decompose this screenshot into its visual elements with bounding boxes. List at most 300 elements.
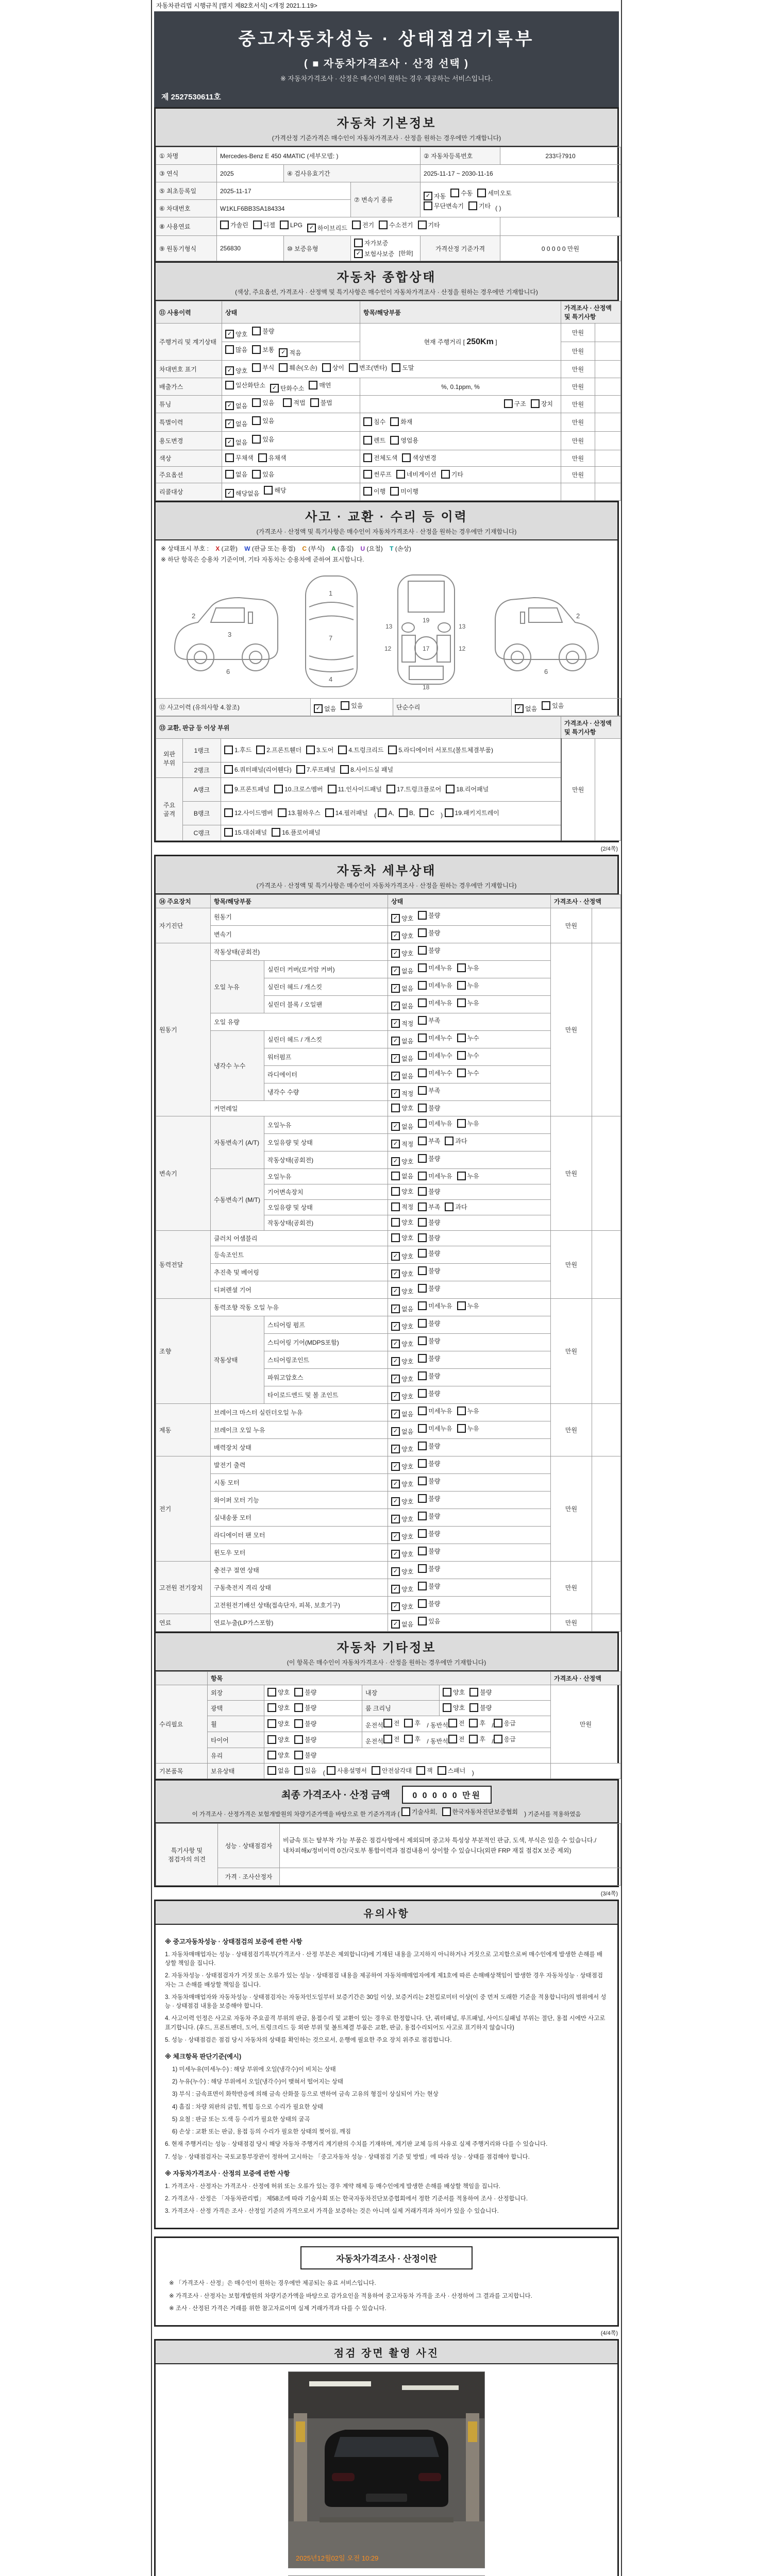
- checkbox-box[interactable]: ✓: [225, 330, 234, 338]
- checkbox-box[interactable]: ✓: [307, 224, 316, 232]
- checkbox-unchecked[interactable]: [224, 745, 251, 754]
- checkbox-box[interactable]: [418, 1582, 427, 1590]
- checkbox-checked[interactable]: [391, 1089, 413, 1098]
- checkbox-unchecked[interactable]: [372, 1766, 412, 1775]
- checkbox-checked[interactable]: [391, 1122, 413, 1131]
- checkbox-unchecked[interactable]: [272, 828, 321, 837]
- checkbox-box[interactable]: [309, 381, 317, 389]
- checkbox-box[interactable]: ✓: [391, 1157, 400, 1166]
- checkbox-box[interactable]: [418, 1086, 427, 1095]
- checkbox-unchecked[interactable]: [328, 785, 382, 793]
- checkbox-box[interactable]: [443, 1703, 451, 1712]
- checkbox-box[interactable]: [418, 981, 427, 990]
- checkbox-unchecked[interactable]: [418, 1459, 440, 1468]
- checkbox-unchecked[interactable]: [418, 1319, 440, 1328]
- checkbox-checked[interactable]: [279, 348, 301, 357]
- checkbox-box[interactable]: [327, 1766, 335, 1775]
- checkbox-unchecked[interactable]: [542, 701, 564, 710]
- checkbox-box[interactable]: ✓: [391, 984, 400, 993]
- checkbox-box[interactable]: ✓: [391, 1037, 400, 1045]
- checkbox-box[interactable]: [504, 399, 513, 408]
- checkbox-box[interactable]: [391, 1202, 400, 1211]
- checkbox-box[interactable]: [310, 398, 319, 407]
- checkbox-unchecked[interactable]: [391, 1104, 413, 1112]
- checkbox-box[interactable]: ✓: [391, 1620, 400, 1629]
- checkbox-box[interactable]: [402, 453, 411, 462]
- checkbox-unchecked[interactable]: [418, 1442, 440, 1450]
- checkbox-box[interactable]: [418, 1266, 427, 1275]
- checkbox-box[interactable]: [328, 785, 337, 793]
- checkbox-box[interactable]: ✓: [391, 967, 400, 975]
- checkbox-box[interactable]: [404, 1735, 413, 1743]
- checkbox-unchecked[interactable]: [418, 1249, 440, 1258]
- checkbox-checked[interactable]: [391, 984, 413, 993]
- checkbox-box[interactable]: ✓: [391, 1287, 400, 1296]
- checkbox-box[interactable]: [418, 1154, 427, 1163]
- checkbox-unchecked[interactable]: [402, 453, 436, 462]
- checkbox-box[interactable]: [280, 221, 289, 229]
- checkbox-unchecked[interactable]: [225, 453, 254, 462]
- checkbox-checked[interactable]: [391, 1140, 413, 1148]
- checkbox-box[interactable]: [325, 808, 334, 817]
- checkbox-box[interactable]: [418, 1599, 427, 1608]
- checkbox-checked[interactable]: [391, 914, 413, 923]
- checkbox-unchecked[interactable]: [225, 470, 247, 479]
- checkbox-box[interactable]: [372, 1766, 380, 1775]
- checkbox-box[interactable]: [418, 1389, 427, 1398]
- checkbox-unchecked[interactable]: [418, 1336, 440, 1345]
- checkbox-unchecked[interactable]: [274, 785, 323, 793]
- checkbox-unchecked[interactable]: [283, 398, 305, 407]
- checkbox-unchecked[interactable]: [310, 398, 332, 407]
- checkbox-box[interactable]: [418, 1529, 427, 1538]
- checkbox-unchecked[interactable]: [469, 1688, 492, 1697]
- checkbox-unchecked[interactable]: [256, 745, 301, 754]
- checkbox-unchecked[interactable]: [469, 1735, 485, 1743]
- checkbox-box[interactable]: [418, 1477, 427, 1485]
- checkbox-box[interactable]: [294, 1751, 303, 1759]
- checkbox-box[interactable]: [418, 1547, 427, 1555]
- checkbox-unchecked[interactable]: [418, 1172, 452, 1180]
- checkbox-box[interactable]: ✓: [270, 384, 279, 393]
- checkbox-box[interactable]: [418, 1051, 427, 1060]
- checkbox-unchecked[interactable]: [494, 1719, 516, 1727]
- checkbox-unchecked[interactable]: [386, 785, 441, 793]
- checkbox-checked[interactable]: [225, 401, 247, 410]
- checkbox-unchecked[interactable]: [418, 911, 440, 920]
- checkbox-box[interactable]: [469, 1688, 478, 1697]
- checkbox-unchecked[interactable]: [418, 1529, 440, 1538]
- checkbox-unchecked[interactable]: [391, 1202, 413, 1211]
- checkbox-unchecked[interactable]: [267, 1751, 290, 1759]
- checkbox-box[interactable]: ✓: [391, 1480, 400, 1488]
- checkbox-checked[interactable]: [391, 1427, 413, 1436]
- checkbox-box[interactable]: [224, 765, 233, 774]
- checkbox-box[interactable]: [445, 808, 453, 817]
- checkbox-checked[interactable]: [391, 1072, 413, 1080]
- checkbox-unchecked[interactable]: [457, 1406, 479, 1415]
- checkbox-unchecked[interactable]: [457, 1051, 479, 1060]
- checkbox-checked[interactable]: [391, 1340, 413, 1348]
- checkbox-unchecked[interactable]: [418, 1284, 440, 1293]
- checkbox-unchecked[interactable]: [390, 436, 418, 445]
- checkbox-unchecked[interactable]: [404, 1719, 421, 1727]
- checkbox-unchecked[interactable]: [494, 1735, 516, 1743]
- checkbox-unchecked[interactable]: [252, 345, 274, 354]
- checkbox-box[interactable]: [306, 745, 315, 754]
- checkbox-unchecked[interactable]: [383, 1735, 400, 1743]
- checkbox-box[interactable]: ✓: [314, 704, 323, 713]
- checkbox-box[interactable]: ✓: [391, 1532, 400, 1541]
- checkbox-unchecked[interactable]: [418, 963, 452, 972]
- checkbox-checked[interactable]: [391, 1304, 413, 1313]
- checkbox-unchecked[interactable]: [225, 345, 247, 354]
- checkbox-box[interactable]: ✓: [391, 1019, 400, 1028]
- checkbox-checked[interactable]: [391, 1002, 413, 1010]
- checkbox-unchecked[interactable]: [445, 1202, 467, 1211]
- checkbox-box[interactable]: ✓: [391, 1252, 400, 1261]
- checkbox-unchecked[interactable]: [418, 1582, 440, 1590]
- checkbox-unchecked[interactable]: [468, 201, 491, 210]
- checkbox-box[interactable]: [390, 417, 399, 426]
- checkbox-box[interactable]: ✓: [391, 1585, 400, 1594]
- checkbox-box[interactable]: [457, 998, 466, 1007]
- checkbox-box[interactable]: [457, 981, 466, 990]
- checkbox-unchecked[interactable]: [252, 363, 274, 372]
- checkbox-box[interactable]: [445, 1137, 453, 1145]
- checkbox-unchecked[interactable]: [396, 470, 436, 479]
- checkbox-unchecked[interactable]: [418, 998, 452, 1007]
- checkbox-box[interactable]: [457, 1301, 466, 1310]
- checkbox-box[interactable]: [418, 1033, 427, 1042]
- checkbox-unchecked[interactable]: [418, 1104, 440, 1112]
- checkbox-box[interactable]: ✓: [225, 419, 234, 428]
- checkbox-box[interactable]: ✓: [391, 1567, 400, 1576]
- checkbox-unchecked[interactable]: [383, 1719, 400, 1727]
- checkbox-box[interactable]: [391, 1233, 400, 1242]
- checkbox-checked[interactable]: [391, 1602, 413, 1611]
- checkbox-box[interactable]: [341, 701, 349, 710]
- checkbox-unchecked[interactable]: [363, 417, 385, 426]
- checkbox-checked[interactable]: [391, 1037, 413, 1045]
- checkbox-unchecked[interactable]: [294, 1751, 316, 1759]
- checkbox-unchecked[interactable]: [399, 808, 415, 817]
- checkbox-unchecked[interactable]: [401, 1807, 438, 1816]
- checkbox-box[interactable]: [441, 470, 450, 479]
- checkbox-unchecked[interactable]: [418, 1547, 440, 1555]
- checkbox-box[interactable]: ✓: [391, 1072, 400, 1080]
- checkbox-box[interactable]: [457, 1051, 466, 1060]
- checkbox-box[interactable]: [418, 928, 427, 937]
- checkbox-checked[interactable]: [225, 366, 247, 375]
- checkbox-box[interactable]: [418, 1137, 427, 1145]
- checkbox-unchecked[interactable]: [294, 1703, 316, 1712]
- checkbox-checked[interactable]: [307, 224, 347, 232]
- checkbox-unchecked[interactable]: [418, 981, 452, 990]
- checkbox-unchecked[interactable]: [404, 1735, 421, 1743]
- checkbox-box[interactable]: ✓: [391, 1269, 400, 1278]
- checkbox-unchecked[interactable]: [418, 1016, 440, 1025]
- checkbox-box[interactable]: [274, 785, 283, 793]
- checkbox-unchecked[interactable]: [224, 828, 267, 837]
- checkbox-box[interactable]: [416, 1766, 425, 1775]
- checkbox-box[interactable]: [419, 808, 428, 817]
- checkbox-unchecked[interactable]: [448, 1719, 465, 1727]
- checkbox-unchecked[interactable]: [390, 487, 418, 496]
- checkbox-box[interactable]: [363, 436, 372, 445]
- checkbox-unchecked[interactable]: [391, 1187, 413, 1196]
- checkbox-unchecked[interactable]: [267, 1719, 290, 1728]
- checkbox-box[interactable]: [252, 345, 261, 354]
- checkbox-box[interactable]: [391, 1172, 400, 1180]
- checkbox-unchecked[interactable]: [363, 436, 385, 445]
- checkbox-box[interactable]: ✓: [391, 1002, 400, 1010]
- checkbox-box[interactable]: ✓: [225, 489, 234, 498]
- checkbox-box[interactable]: [404, 1719, 413, 1727]
- checkbox-box[interactable]: [225, 345, 234, 354]
- checkbox-checked[interactable]: [391, 1269, 413, 1278]
- checkbox-unchecked[interactable]: [469, 1703, 492, 1712]
- checkbox-box[interactable]: [418, 1218, 427, 1227]
- checkbox-box[interactable]: [418, 1202, 427, 1211]
- checkbox-unchecked[interactable]: [363, 470, 392, 479]
- checkbox-box[interactable]: [252, 435, 261, 444]
- checkbox-unchecked[interactable]: [278, 808, 321, 817]
- checkbox-checked[interactable]: [354, 249, 394, 258]
- checkbox-box[interactable]: ✓: [391, 1462, 400, 1471]
- checkbox-box[interactable]: [418, 1104, 427, 1112]
- checkbox-box[interactable]: ✓: [391, 1497, 400, 1506]
- checkbox-box[interactable]: ✓: [391, 1357, 400, 1366]
- checkbox-unchecked[interactable]: [391, 1172, 413, 1180]
- checkbox-checked[interactable]: [391, 1375, 413, 1383]
- checkbox-unchecked[interactable]: [418, 1154, 440, 1163]
- checkbox-box[interactable]: [267, 1688, 276, 1697]
- checkbox-box[interactable]: [225, 381, 234, 389]
- checkbox-unchecked[interactable]: [418, 1069, 452, 1077]
- checkbox-box[interactable]: [446, 785, 455, 793]
- checkbox-box[interactable]: [468, 201, 477, 210]
- checkbox-unchecked[interactable]: [391, 1233, 413, 1242]
- checkbox-box[interactable]: [418, 221, 427, 229]
- checkbox-box[interactable]: ✓: [391, 949, 400, 958]
- checkbox-unchecked[interactable]: [418, 1494, 440, 1503]
- checkbox-box[interactable]: [418, 1512, 427, 1520]
- checkbox-unchecked[interactable]: [457, 1033, 479, 1042]
- checkbox-box[interactable]: [477, 189, 486, 197]
- checkbox-box[interactable]: [418, 1233, 427, 1242]
- checkbox-box[interactable]: ✓: [391, 1322, 400, 1331]
- checkbox-unchecked[interactable]: [416, 1766, 433, 1775]
- checkbox-unchecked[interactable]: [279, 363, 317, 372]
- checkbox-unchecked[interactable]: [418, 1187, 440, 1196]
- checkbox-unchecked[interactable]: [418, 1389, 440, 1398]
- checkbox-box[interactable]: [450, 189, 459, 197]
- checkbox-box[interactable]: [340, 765, 349, 774]
- checkbox-unchecked[interactable]: [224, 785, 270, 793]
- checkbox-unchecked[interactable]: [418, 1051, 452, 1060]
- checkbox-unchecked[interactable]: [327, 1766, 367, 1775]
- checkbox-box[interactable]: [494, 1719, 502, 1727]
- checkbox-box[interactable]: ✓: [391, 1140, 400, 1148]
- checkbox-box[interactable]: ✓: [391, 1550, 400, 1558]
- checkbox-box[interactable]: [391, 1218, 400, 1227]
- checkbox-unchecked[interactable]: [457, 1172, 479, 1180]
- checkbox-box[interactable]: [283, 398, 292, 407]
- checkbox-unchecked[interactable]: [388, 745, 493, 754]
- checkbox-unchecked[interactable]: [267, 1735, 290, 1744]
- checkbox-box[interactable]: [349, 363, 358, 372]
- checkbox-unchecked[interactable]: [306, 745, 333, 754]
- checkbox-unchecked[interactable]: [446, 785, 489, 793]
- checkbox-box[interactable]: ✓: [391, 931, 400, 940]
- checkbox-unchecked[interactable]: [294, 1735, 316, 1744]
- checkbox-box[interactable]: [383, 1719, 392, 1727]
- checkbox-box[interactable]: [457, 1033, 466, 1042]
- checkbox-box[interactable]: [418, 1249, 427, 1258]
- checkbox-box[interactable]: [294, 1719, 303, 1728]
- checkbox-box[interactable]: [294, 1735, 303, 1744]
- checkbox-unchecked[interactable]: [363, 487, 385, 496]
- checkbox-checked[interactable]: [391, 1480, 413, 1488]
- checkbox-unchecked[interactable]: [252, 327, 274, 335]
- checkbox-box[interactable]: [224, 785, 233, 793]
- checkbox-box[interactable]: [424, 201, 432, 210]
- checkbox-box[interactable]: [418, 1301, 427, 1310]
- checkbox-unchecked[interactable]: [391, 1218, 413, 1227]
- checkbox-unchecked[interactable]: [390, 417, 412, 426]
- checkbox-unchecked[interactable]: [457, 1069, 479, 1077]
- checkbox-unchecked[interactable]: [445, 808, 499, 817]
- checkbox-box[interactable]: [457, 1172, 466, 1180]
- checkbox-box[interactable]: ✓: [391, 1410, 400, 1418]
- checkbox-checked[interactable]: [391, 1515, 413, 1523]
- checkbox-box[interactable]: [418, 1617, 427, 1625]
- checkbox-checked[interactable]: [225, 419, 247, 428]
- checkbox-unchecked[interactable]: [267, 1703, 290, 1712]
- checkbox-box[interactable]: [279, 363, 288, 372]
- checkbox-checked[interactable]: [391, 1445, 413, 1453]
- checkbox-box[interactable]: [388, 745, 397, 754]
- checkbox-unchecked[interactable]: [418, 1617, 440, 1625]
- checkbox-checked[interactable]: [391, 1054, 413, 1063]
- checkbox-unchecked[interactable]: [418, 1266, 440, 1275]
- checkbox-checked[interactable]: [391, 1532, 413, 1541]
- checkbox-box[interactable]: [253, 221, 262, 229]
- checkbox-unchecked[interactable]: [267, 1766, 290, 1775]
- checkbox-box[interactable]: ✓: [225, 401, 234, 410]
- checkbox-unchecked[interactable]: [418, 1233, 440, 1242]
- checkbox-box[interactable]: [252, 398, 261, 407]
- checkbox-unchecked[interactable]: [418, 1119, 452, 1128]
- checkbox-box[interactable]: [224, 808, 233, 817]
- checkbox-box[interactable]: ✓: [391, 1340, 400, 1348]
- checkbox-unchecked[interactable]: [392, 363, 414, 372]
- checkbox-unchecked[interactable]: [469, 1719, 485, 1727]
- checkbox-unchecked[interactable]: [531, 399, 553, 408]
- checkbox-box[interactable]: ✓: [225, 438, 234, 447]
- checkbox-box[interactable]: ✓: [354, 249, 363, 258]
- checkbox-unchecked[interactable]: [418, 1137, 440, 1145]
- checkbox-box[interactable]: [256, 745, 265, 754]
- checkbox-unchecked[interactable]: [296, 765, 335, 774]
- checkbox-box[interactable]: [418, 1187, 427, 1196]
- checkbox-unchecked[interactable]: [253, 221, 275, 229]
- checkbox-unchecked[interactable]: [445, 1137, 467, 1145]
- checkbox-unchecked[interactable]: [418, 1354, 440, 1363]
- checkbox-box[interactable]: [457, 1424, 466, 1433]
- checkbox-unchecked[interactable]: [252, 398, 274, 407]
- checkbox-unchecked[interactable]: [280, 221, 303, 229]
- checkbox-unchecked[interactable]: [379, 221, 413, 229]
- checkbox-unchecked[interactable]: [341, 701, 363, 710]
- checkbox-box[interactable]: ✓: [391, 1375, 400, 1383]
- checkbox-box[interactable]: [418, 1069, 427, 1077]
- checkbox-box[interactable]: [442, 1807, 451, 1816]
- checkbox-box[interactable]: [418, 1564, 427, 1573]
- checkbox-unchecked[interactable]: [309, 381, 331, 389]
- checkbox-box[interactable]: [225, 453, 234, 462]
- checkbox-box[interactable]: ✓: [391, 1392, 400, 1401]
- checkbox-box[interactable]: [418, 1284, 427, 1293]
- checkbox-unchecked[interactable]: [340, 765, 393, 774]
- checkbox-box[interactable]: [531, 399, 540, 408]
- checkbox-unchecked[interactable]: [448, 1735, 465, 1743]
- checkbox-checked[interactable]: [391, 1567, 413, 1576]
- checkbox-unchecked[interactable]: [267, 1688, 290, 1697]
- checkbox-unchecked[interactable]: [363, 453, 397, 462]
- checkbox-box[interactable]: [278, 808, 287, 817]
- checkbox-box[interactable]: ✓: [391, 1515, 400, 1523]
- checkbox-unchecked[interactable]: [477, 189, 511, 197]
- checkbox-unchecked[interactable]: [220, 221, 248, 229]
- checkbox-checked[interactable]: [391, 931, 413, 940]
- checkbox-box[interactable]: [272, 828, 280, 837]
- checkbox-unchecked[interactable]: [457, 963, 479, 972]
- checkbox-unchecked[interactable]: [338, 745, 383, 754]
- checkbox-box[interactable]: [469, 1735, 478, 1743]
- checkbox-box[interactable]: [469, 1703, 478, 1712]
- checkbox-box[interactable]: [267, 1719, 276, 1728]
- checkbox-box[interactable]: [391, 1187, 400, 1196]
- checkbox-box[interactable]: [418, 998, 427, 1007]
- checkbox-unchecked[interactable]: [325, 808, 368, 817]
- checkbox-checked[interactable]: [391, 1322, 413, 1331]
- checkbox-unchecked[interactable]: [418, 221, 440, 229]
- checkbox-unchecked[interactable]: [443, 1703, 465, 1712]
- checkbox-box[interactable]: [418, 1406, 427, 1415]
- checkbox-box[interactable]: [267, 1703, 276, 1712]
- checkbox-unchecked[interactable]: [418, 1033, 452, 1042]
- checkbox-box[interactable]: [252, 416, 261, 425]
- checkbox-box[interactable]: [418, 1424, 427, 1433]
- checkbox-box[interactable]: ✓: [515, 704, 524, 713]
- checkbox-box[interactable]: [264, 486, 273, 495]
- checkbox-box[interactable]: [457, 1119, 466, 1128]
- checkbox-box[interactable]: [418, 1336, 427, 1345]
- checkbox-box[interactable]: [252, 327, 261, 335]
- checkbox-box[interactable]: [443, 1688, 451, 1697]
- checkbox-checked[interactable]: [270, 384, 304, 393]
- checkbox-box[interactable]: [418, 963, 427, 972]
- checkbox-box[interactable]: [296, 765, 305, 774]
- checkbox-unchecked[interactable]: [349, 363, 387, 372]
- checkbox-unchecked[interactable]: [252, 435, 274, 444]
- checkbox-unchecked[interactable]: [418, 1512, 440, 1520]
- checkbox-unchecked[interactable]: [450, 189, 473, 197]
- checkbox-box[interactable]: [294, 1703, 303, 1712]
- checkbox-box[interactable]: [378, 808, 386, 817]
